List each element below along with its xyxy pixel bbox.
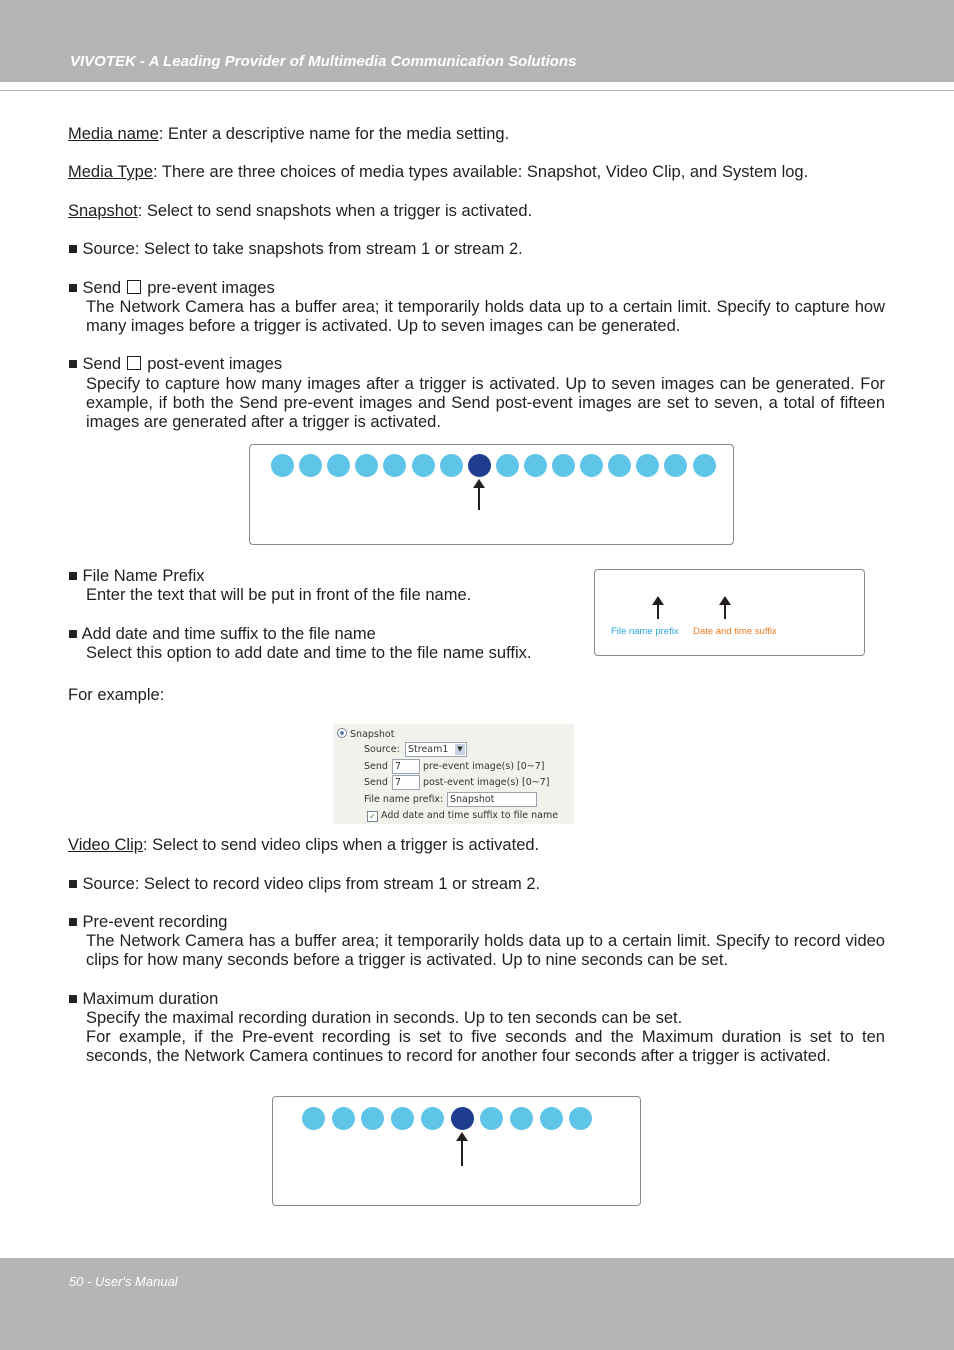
video-clip-source: ■ Source: Select to record video clips from stream 1 or stream 2. xyxy=(68,875,541,893)
post-event-dot xyxy=(524,454,547,477)
page-footer xyxy=(0,1258,954,1350)
post-event-dot xyxy=(608,454,631,477)
page-number: 50 - User's Manual xyxy=(69,1274,178,1289)
post-event-heading xyxy=(68,355,282,374)
source-select xyxy=(405,742,467,757)
pre-event-dot xyxy=(302,1107,325,1130)
media-name-term: Media name xyxy=(68,125,159,143)
snapshot-radio-label: Snapshot xyxy=(350,729,395,740)
prefix-arrow-icon xyxy=(657,603,659,619)
pre-event-body: The Network Camera has a buffer area; it temporarily holds data up to a certain limit. Specify to capture how many images before a trigger is activated. Up to seven images can be generated. xyxy=(86,298,885,335)
pre-event-recording-heading: ■ Pre-event recording xyxy=(68,913,228,931)
post-event-dot xyxy=(636,454,659,477)
maximum-duration-heading: ■ Maximum duration xyxy=(68,990,219,1008)
post-event-dot xyxy=(569,1107,592,1130)
send-pre-label: Send xyxy=(364,761,388,772)
post-event-dot xyxy=(480,1107,503,1130)
page-header xyxy=(0,0,954,82)
post-event-dot xyxy=(693,454,716,477)
header-title: VIVOTEK - A Leading Provider of Multimedia Communication Solutions xyxy=(70,53,577,70)
pre-event-dot xyxy=(327,454,350,477)
pre-event-heading-a: ■ Send xyxy=(68,279,126,297)
trigger-dot xyxy=(468,454,491,477)
post-event-dot xyxy=(496,454,519,477)
checkbox-icon xyxy=(127,356,141,370)
chevron-down-icon: ▼ xyxy=(455,744,465,755)
pre-event-dot xyxy=(412,454,435,477)
pre-event-dot xyxy=(421,1107,444,1130)
media-name-text: : Enter a descriptive name for the media setting. xyxy=(158,125,510,143)
pre-event-dot xyxy=(391,1107,414,1130)
header-divider xyxy=(0,90,954,91)
media-type-paragraph xyxy=(68,163,808,182)
post-event-body: Specify to capture how many images after a trigger is activated. Up to seven images can be generated. For example, if both the Send pre-event images and Send post-event images are set to seven, a total of fifteen images are generated after a trigger is activated. xyxy=(86,375,885,431)
post-event-dot xyxy=(540,1107,563,1130)
media-type-term: Media Type xyxy=(68,163,153,181)
pre-event-dot xyxy=(383,454,406,477)
pre-event-dot xyxy=(299,454,322,477)
snapshot-text: : Select to send snapshots when a trigger is activated. xyxy=(137,202,533,220)
post-event-dot xyxy=(664,454,687,477)
source-select-value: Stream1 xyxy=(408,744,449,755)
snapshot-radio xyxy=(337,728,394,740)
maximum-duration-body-2: For example, if the Pre-event recording is set to five seconds and the Maximum duration is set to ten seconds, the Network Camera continues to record for another four seconds after a trigger is activated. xyxy=(86,1028,885,1065)
post-event-count-input: 7 xyxy=(392,775,420,790)
send-post-label: Send xyxy=(364,777,388,788)
radio-selected-icon xyxy=(337,728,347,738)
suffix-checkbox-label: Add date and time suffix to file name xyxy=(381,810,559,821)
trigger-arrow-icon xyxy=(461,1139,463,1166)
prefix-heading: ■ File Name Prefix xyxy=(68,567,205,585)
filename-diagram xyxy=(594,569,865,656)
snapshot-timeline-diagram xyxy=(249,444,734,545)
media-name-paragraph xyxy=(68,125,509,144)
pre-event-recording-body: The Network Camera has a buffer area; it temporarily holds data up to a certain limit. Specify to record video clips for how many seconds before a trigger is activated. Up to nine seconds can be set. xyxy=(86,932,885,969)
pre-event-heading xyxy=(68,279,275,298)
video-clip-paragraph xyxy=(68,836,539,855)
post-event-heading-b: post-event images xyxy=(142,355,283,373)
prefix-input: Snapshot xyxy=(447,792,537,807)
checkbox-icon xyxy=(127,280,141,294)
suffix-heading: ■ Add date and time suffix to the file name xyxy=(68,625,376,643)
post-event-heading-a: ■ Send xyxy=(68,355,126,373)
suffix-body: Select this option to add date and time to the file name suffix. xyxy=(86,644,532,662)
pre-event-count-input: 7 xyxy=(392,759,420,774)
file-name-prefix-label: File name prefix xyxy=(611,626,679,637)
post-event-suffix: post-event image(s) [0~7] xyxy=(423,777,550,788)
suffix-arrow-icon xyxy=(724,603,726,619)
pre-event-dot xyxy=(361,1107,384,1130)
media-type-text: : There are three choices of media types available: Snapshot, Video Clip, and System log. xyxy=(153,163,809,181)
prefix-input-label: File name prefix: xyxy=(364,794,444,805)
video-clip-text: : Select to send video clips when a trigger is activated. xyxy=(142,836,540,854)
post-event-dot xyxy=(510,1107,533,1130)
pre-event-dot xyxy=(271,454,294,477)
post-event-dot xyxy=(580,454,603,477)
pre-event-dot xyxy=(440,454,463,477)
trigger-arrow-icon xyxy=(478,486,480,510)
pre-event-dot xyxy=(355,454,378,477)
pre-event-suffix: pre-event image(s) [0~7] xyxy=(423,761,545,772)
video-clip-term: Video Clip xyxy=(68,836,143,854)
date-time-suffix-label: Date and time suffix xyxy=(693,626,777,637)
trigger-dot xyxy=(451,1107,474,1130)
source-label: Source: xyxy=(364,744,400,755)
suffix-checkbox-row xyxy=(367,810,558,822)
prefix-body: Enter the text that will be put in front of the file name. xyxy=(86,586,472,604)
snapshot-term: Snapshot xyxy=(68,202,138,220)
for-example-label: For example: xyxy=(68,686,165,704)
snapshot-paragraph xyxy=(68,202,532,221)
pre-event-dot xyxy=(332,1107,355,1130)
checkbox-checked-icon: ✓ xyxy=(367,811,378,822)
snapshot-source: ■ Source: Select to take snapshots from stream 1 or stream 2. xyxy=(68,240,523,258)
pre-event-heading-b: pre-event images xyxy=(142,279,275,297)
maximum-duration-body-1: Specify the maximal recording duration in seconds. Up to ten seconds can be set. xyxy=(86,1009,683,1027)
snapshot-settings-example xyxy=(333,724,574,824)
video-timeline-diagram xyxy=(272,1096,641,1206)
post-event-dot xyxy=(552,454,575,477)
